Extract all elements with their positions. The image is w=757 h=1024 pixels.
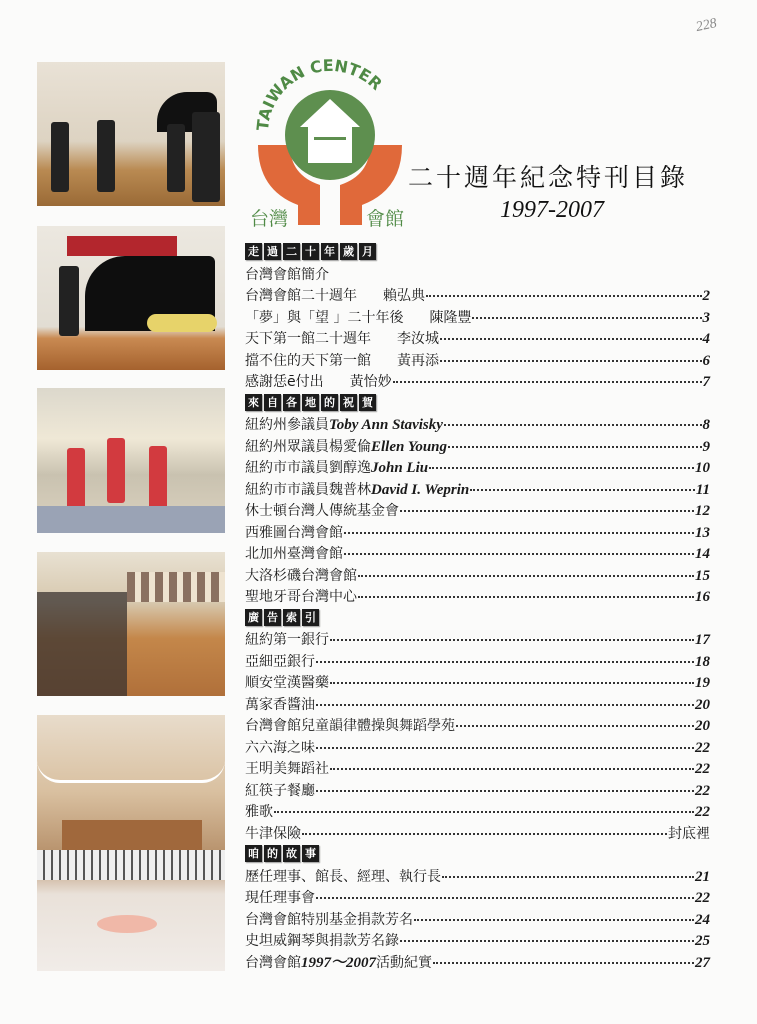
toc-title-text: 雅歌 xyxy=(245,804,273,820)
toc-title-suffix: 活動紀實 xyxy=(376,954,433,971)
section-header-boxes xyxy=(245,394,376,411)
dot-leader xyxy=(433,962,694,964)
toc-page-number: 21 xyxy=(695,868,710,885)
handwritten-note: 228 xyxy=(694,15,719,36)
section-header-boxes xyxy=(245,243,376,260)
toc-entry-title xyxy=(245,415,443,437)
dot-leader xyxy=(442,876,694,878)
toc-page-number: 22 xyxy=(695,782,710,799)
toc-entry[interactable] xyxy=(245,716,710,738)
toc-page-number: 11 xyxy=(695,481,710,498)
toc-entry-title xyxy=(245,716,455,738)
toc-entry-title xyxy=(245,652,315,674)
toc-page-number: 22 xyxy=(695,761,710,777)
toc-page-number: 4 xyxy=(702,331,710,347)
toc-entry[interactable] xyxy=(245,931,710,953)
taiwan-center-logo xyxy=(250,55,410,235)
toc-title-text: 亞細亞銀行 xyxy=(245,653,315,670)
toc-entry-title xyxy=(245,329,439,351)
section-header-char: 歲 xyxy=(340,243,357,260)
toc-entry[interactable] xyxy=(245,501,710,523)
toc-page-number: 19 xyxy=(695,675,710,691)
toc-title-text: 天下第一館二十週年 xyxy=(245,331,371,347)
toc-entry[interactable] xyxy=(245,329,710,351)
dot-leader xyxy=(358,575,694,577)
section-header-char: 地 xyxy=(302,394,319,411)
toc-entry[interactable] xyxy=(245,910,710,932)
toc-title-text: 紅筷子餐廳 xyxy=(245,782,315,799)
section-header-char: 咱 xyxy=(245,845,262,862)
toc-author: 黃怡妙 xyxy=(349,374,392,390)
dot-leader xyxy=(330,768,694,770)
toc-author: 賴弘典 xyxy=(383,288,425,304)
toc-title-text: 台灣會館 xyxy=(245,954,301,971)
toc-entry[interactable] xyxy=(245,695,710,717)
toc-entry-title xyxy=(245,824,301,846)
toc-page-number: 13 xyxy=(695,524,710,541)
toc-page-number: 封底裡 xyxy=(668,825,710,842)
dot-leader xyxy=(344,532,694,534)
dot-leader xyxy=(344,553,694,555)
section-header-char: 索 xyxy=(283,609,300,626)
section-header-char: 自 xyxy=(264,394,281,411)
toc-title-english: David I. Weprin xyxy=(371,481,470,498)
dot-leader xyxy=(316,790,694,792)
toc-entry-title xyxy=(245,695,315,717)
dot-leader xyxy=(400,940,694,942)
section-header xyxy=(245,609,710,631)
dot-leader xyxy=(448,446,701,448)
toc-entry-title xyxy=(245,953,432,975)
toc-title-english: Ellen Young xyxy=(371,438,448,455)
toc-entry[interactable] xyxy=(245,265,710,287)
toc-entry-title xyxy=(245,480,469,502)
dot-leader xyxy=(330,682,694,684)
toc-page-number: 24 xyxy=(695,911,710,928)
toc-page-number: 22 xyxy=(695,890,710,906)
toc-title-text: 紐約州參議員 xyxy=(245,417,329,433)
section-header-boxes xyxy=(245,609,319,626)
toc-page-number: 22 xyxy=(695,804,710,820)
year-range: 1997-2007 xyxy=(500,197,604,223)
toc-entry[interactable] xyxy=(245,630,710,652)
toc-entry-title xyxy=(245,458,428,480)
toc-entry[interactable] xyxy=(245,286,710,308)
section-header xyxy=(245,243,710,265)
photo-banquet-hall xyxy=(37,715,225,971)
toc-entry-title xyxy=(245,630,329,652)
toc-entry[interactable] xyxy=(245,544,710,566)
toc-title-english: 1997～2007 xyxy=(301,954,377,971)
toc-page-number: 17 xyxy=(695,632,710,648)
toc-entry-title xyxy=(245,372,392,394)
toc-page-number: 8 xyxy=(702,417,710,433)
toc-page-number: 10 xyxy=(695,460,710,476)
section-header-char: 年 xyxy=(321,243,338,260)
toc-page-number: 12 xyxy=(695,503,710,519)
toc-title-text: 順安堂漢醫藥 xyxy=(245,675,329,691)
section-header-char: 的 xyxy=(264,845,281,862)
toc-title-text: 紐約市市議員劉醇逸 xyxy=(245,460,371,476)
section-header-char: 走 xyxy=(245,243,262,260)
toc-entry[interactable] xyxy=(245,566,710,588)
dot-leader xyxy=(316,704,694,706)
section-header-char: 祝 xyxy=(340,394,357,411)
section-header-char: 事 xyxy=(302,845,319,862)
toc-entry-title xyxy=(245,566,357,588)
toc-entry-title xyxy=(245,759,329,781)
dot-leader xyxy=(440,360,702,362)
toc-entry-title xyxy=(245,888,315,910)
section-header-char: 的 xyxy=(321,394,338,411)
toc-entry-title xyxy=(245,910,413,932)
dot-leader xyxy=(414,919,694,921)
toc-entry[interactable] xyxy=(245,480,710,502)
dot-leader xyxy=(444,424,702,426)
toc-page-number: 3 xyxy=(702,309,710,326)
photo-gallery-audience xyxy=(37,552,225,696)
dot-leader xyxy=(472,317,701,319)
toc-title-text: 擋不住的天下第一館 xyxy=(245,352,371,369)
toc-entry[interactable] xyxy=(245,372,710,394)
toc-entry-title xyxy=(245,802,273,824)
toc-entry-title xyxy=(245,286,425,308)
toc-title-text: 大洛杉磯台灣會館 xyxy=(245,567,357,584)
toc-entry[interactable] xyxy=(245,867,710,889)
section-header-char: 故 xyxy=(283,845,300,862)
table-of-contents xyxy=(245,243,710,974)
toc-entry-title xyxy=(245,351,439,373)
toc-entry-title xyxy=(245,265,329,287)
dot-leader xyxy=(400,510,694,512)
toc-title-text: 台灣會館簡介 xyxy=(245,266,329,283)
toc-page-number: 2 xyxy=(702,288,710,304)
section-header-char: 告 xyxy=(264,609,281,626)
toc-title-text: 台灣會館兒童韻律體操與舞蹈學苑 xyxy=(245,718,455,734)
svg-text:會館: 會館 xyxy=(366,208,405,230)
toc-page-number: 18 xyxy=(695,653,710,670)
toc-entry[interactable] xyxy=(245,523,710,545)
section-header-char: 各 xyxy=(283,394,300,411)
dot-leader xyxy=(429,467,694,469)
toc-entry[interactable] xyxy=(245,781,710,803)
toc-title-text: 史坦威鋼琴與捐款芳名錄 xyxy=(245,933,399,949)
toc-page-number: 22 xyxy=(695,739,710,756)
toc-entry[interactable] xyxy=(245,673,710,695)
toc-title-text: 紐約第一銀行 xyxy=(245,632,329,648)
dot-leader xyxy=(456,725,694,727)
toc-title-text: 西雅圖台灣會館 xyxy=(245,524,343,541)
toc-entry-title xyxy=(245,501,399,523)
section-header-char: 月 xyxy=(359,243,376,260)
toc-title-text: 聖地牙哥台灣中心 xyxy=(245,589,357,605)
toc-title-text: 歷任理事、館長、經理、執行長 xyxy=(245,868,441,885)
toc-entry[interactable] xyxy=(245,652,710,674)
toc-entry[interactable] xyxy=(245,437,710,459)
toc-page-number: 6 xyxy=(702,352,710,369)
toc-entry[interactable] xyxy=(245,587,710,609)
toc-title-text: 王明美舞蹈社 xyxy=(245,761,329,777)
toc-title-text: 紐約州眾議員楊愛倫 xyxy=(245,438,371,455)
toc-entry-title xyxy=(245,308,471,330)
toc-page-number: 16 xyxy=(695,589,710,605)
section-header-boxes xyxy=(245,845,319,862)
dot-leader xyxy=(358,596,694,598)
svg-text:TAIWAN CENTER: TAIWAN CENTER xyxy=(252,55,386,132)
section-header-char: 二 xyxy=(283,243,300,260)
toc-entry[interactable] xyxy=(245,458,710,480)
toc-title-text: 紐約市市議員魏普林 xyxy=(245,481,371,498)
toc-title-text: 六六海之味 xyxy=(245,739,315,756)
section-header-char: 過 xyxy=(264,243,281,260)
toc-page-number: 20 xyxy=(695,718,710,734)
toc-entry[interactable] xyxy=(245,351,710,373)
toc-entry-title xyxy=(245,437,447,459)
photo-dance-performance xyxy=(37,388,225,533)
toc-entry[interactable] xyxy=(245,738,710,760)
photo-piano-recital xyxy=(37,226,225,370)
dot-leader xyxy=(302,833,667,835)
section-header xyxy=(245,394,710,416)
toc-author: 黃再添 xyxy=(397,352,439,369)
toc-entry-title xyxy=(245,673,329,695)
toc-title-english: Toby Ann Stavisky xyxy=(329,417,443,433)
toc-entry-title xyxy=(245,867,441,889)
toc-entry-title xyxy=(245,523,343,545)
section-header xyxy=(245,845,710,867)
toc-entry-title xyxy=(245,587,357,609)
toc-title-text: 感謝恁ē付出 xyxy=(245,374,324,390)
toc-title-text: 牛津保險 xyxy=(245,825,301,842)
page-title: 二十週年紀念特刊目錄 xyxy=(408,163,689,192)
toc-entry[interactable] xyxy=(245,415,710,437)
photo-string-quartet xyxy=(37,62,225,206)
toc-entry-title xyxy=(245,931,399,953)
toc-author: 陳隆豐 xyxy=(429,309,472,326)
toc-title-text: 「夢」與「望 」二十年後 xyxy=(245,309,404,326)
dot-leader xyxy=(426,295,702,297)
toc-page-number: 9 xyxy=(702,438,710,455)
toc-entry[interactable] xyxy=(245,759,710,781)
dot-leader xyxy=(330,639,694,641)
section-header-char: 引 xyxy=(302,609,319,626)
toc-author: 李汝城 xyxy=(397,331,439,347)
dot-leader xyxy=(316,661,694,663)
toc-title-text: 萬家香醬油 xyxy=(245,696,315,713)
toc-title-text: 台灣會館特別基金捐款芳名 xyxy=(245,911,413,928)
section-header-char: 十 xyxy=(302,243,319,260)
toc-page-number: 15 xyxy=(695,567,710,584)
toc-page-number: 14 xyxy=(695,546,710,562)
section-header-char: 廣 xyxy=(245,609,262,626)
toc-title-text: 現任理事會 xyxy=(245,890,315,906)
toc-entry-title xyxy=(245,544,343,566)
toc-entry-title xyxy=(245,738,315,760)
dot-leader xyxy=(393,381,702,383)
toc-page-number: 7 xyxy=(702,374,710,390)
dot-leader xyxy=(316,897,694,899)
toc-title-text: 休士頓台灣人傳統基金會 xyxy=(245,503,399,519)
toc-title-text: 北加州臺灣會館 xyxy=(245,546,343,562)
toc-page-number: 25 xyxy=(695,933,710,949)
toc-entry[interactable] xyxy=(245,802,710,824)
svg-text:台灣: 台灣 xyxy=(250,208,289,230)
toc-entry[interactable] xyxy=(245,953,710,975)
toc-entry[interactable] xyxy=(245,308,710,330)
toc-page-number: 20 xyxy=(695,696,710,713)
section-header-char: 賀 xyxy=(359,394,376,411)
section-header-char: 來 xyxy=(245,394,262,411)
dot-leader xyxy=(440,338,702,340)
toc-title-text: 台灣會館二十週年 xyxy=(245,288,357,304)
toc-title-english: John Liu xyxy=(371,460,429,476)
toc-entry[interactable] xyxy=(245,888,710,910)
dot-leader xyxy=(316,747,694,749)
toc-page-number: 27 xyxy=(695,954,710,971)
toc-entry-title xyxy=(245,781,315,803)
dot-leader xyxy=(470,489,695,491)
toc-entry[interactable] xyxy=(245,824,710,846)
dot-leader xyxy=(274,811,694,813)
